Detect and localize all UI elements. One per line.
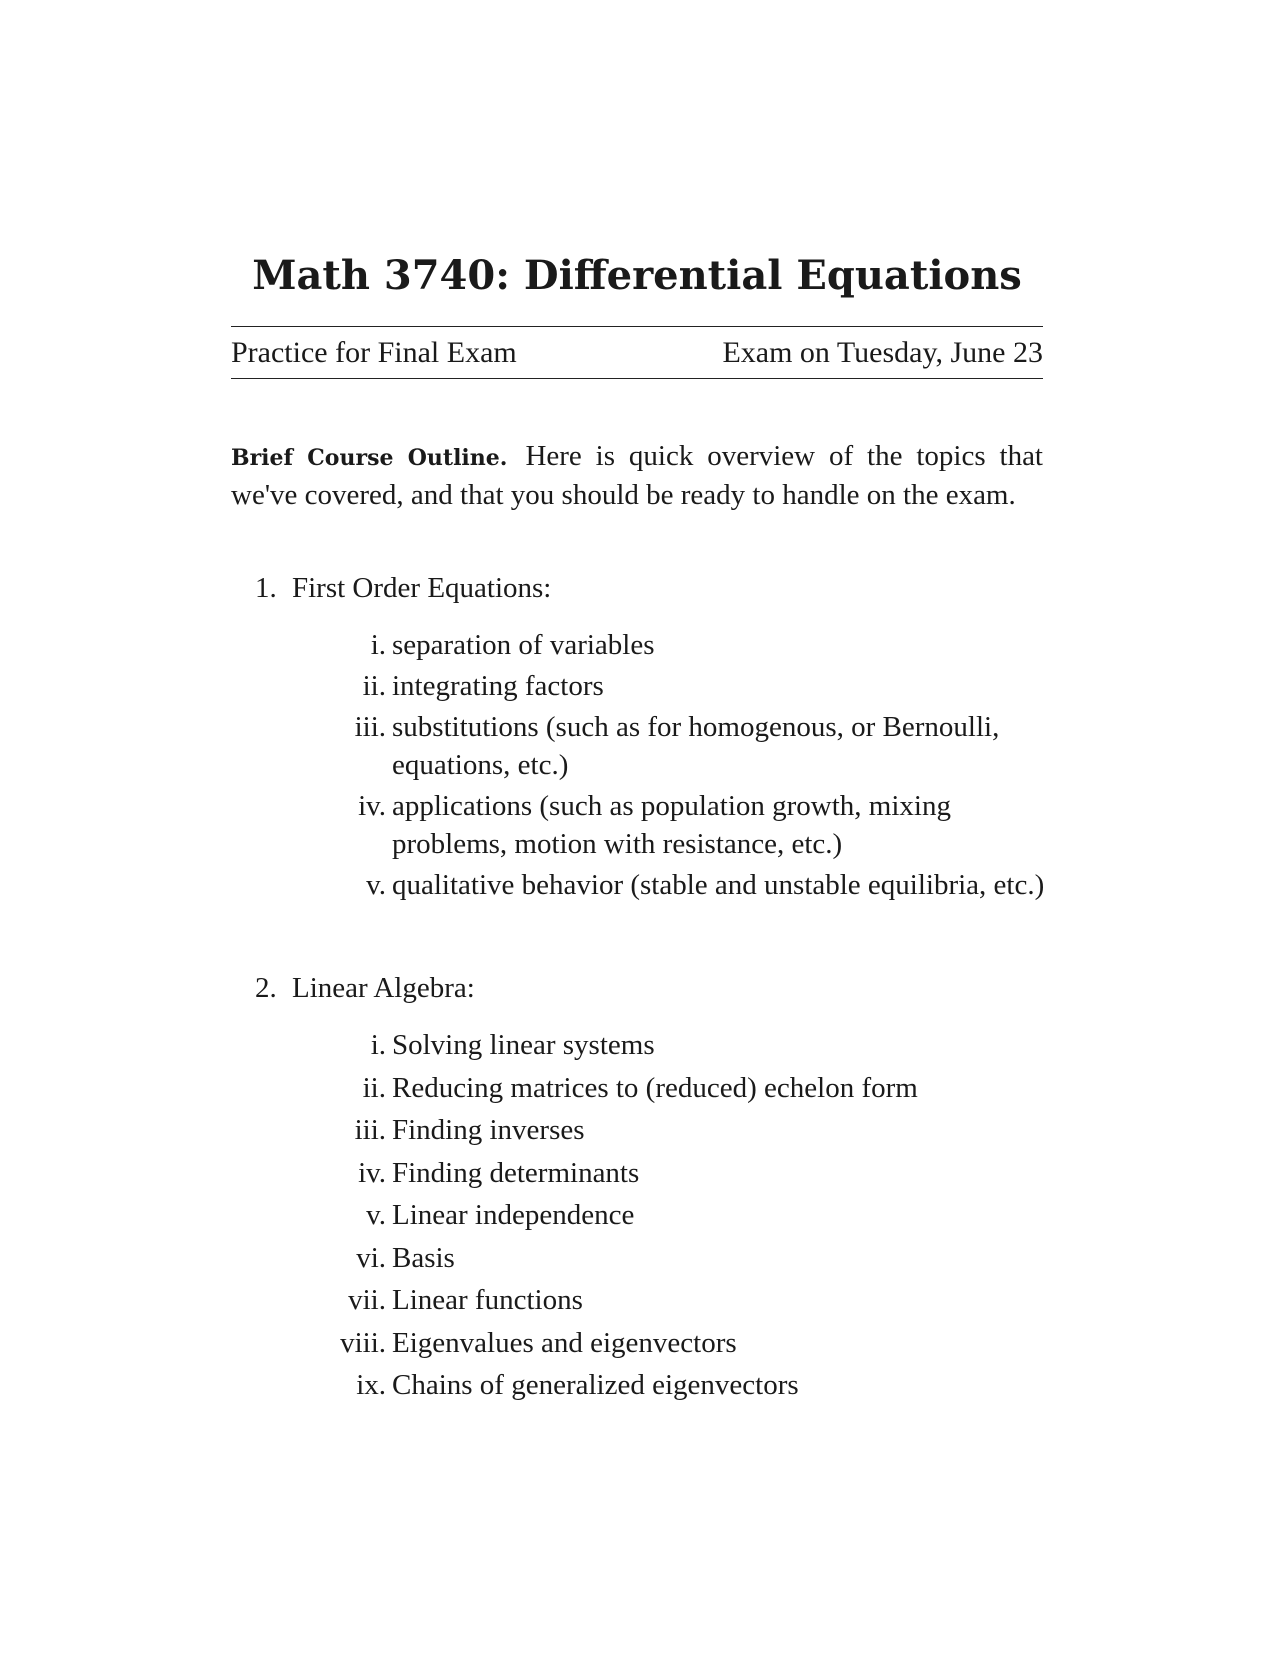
item-number: iii. bbox=[354, 711, 386, 743]
item-text: applications (such as population growth, mixing problems, motion with resistance, etc.) bbox=[392, 790, 951, 860]
item-text: Solving linear systems bbox=[392, 1029, 655, 1061]
list-item bbox=[231, 1196, 1060, 1234]
item-text: Reducing matrices to (reduced) echelon form bbox=[392, 1071, 918, 1104]
subheader-row bbox=[231, 331, 1043, 375]
item-text: Eigenvalues and eigenvectors bbox=[392, 1326, 737, 1359]
item-text: Chains of generalized eigenvectors bbox=[392, 1369, 799, 1401]
item-text: separation of variables bbox=[392, 629, 655, 661]
item-number: iii. bbox=[354, 1114, 386, 1146]
section-label: Linear Algebra: bbox=[292, 972, 475, 1004]
item-text: integrating factors bbox=[392, 670, 604, 702]
item-number: ii. bbox=[362, 670, 386, 702]
section-linear-algebra bbox=[231, 968, 1061, 1401]
item-text: Linear independence bbox=[392, 1199, 635, 1231]
section-number: 1. bbox=[255, 572, 277, 604]
item-number: vii. bbox=[348, 1284, 386, 1316]
page-title: Math 3740: Differential Equations bbox=[252, 252, 1022, 299]
item-text: Linear functions bbox=[392, 1284, 583, 1316]
item-text: substitutions (such as for homogenous, or Bernoulli, equations, etc.) bbox=[392, 711, 1000, 781]
header-top-rule bbox=[231, 326, 1043, 327]
list-item bbox=[231, 667, 1060, 705]
header-bottom-rule bbox=[231, 378, 1043, 379]
list-item bbox=[231, 787, 1060, 863]
section-number: 2. bbox=[255, 972, 277, 1004]
item-number: vi. bbox=[356, 1241, 386, 1274]
topic-list bbox=[231, 626, 1060, 907]
list-item bbox=[231, 626, 1060, 664]
list-item bbox=[231, 1026, 1060, 1064]
item-number: ix. bbox=[356, 1369, 386, 1401]
list-item bbox=[231, 1069, 1060, 1107]
section-heading bbox=[231, 968, 1061, 1008]
item-text: Finding determinants bbox=[392, 1156, 640, 1189]
section-heading bbox=[231, 568, 1061, 608]
section-label: First Order Equations: bbox=[292, 572, 552, 604]
intro-paragraph bbox=[231, 438, 1043, 514]
subheader-left: Practice for Final Exam bbox=[231, 336, 517, 369]
item-number: viii. bbox=[340, 1326, 386, 1359]
item-text: Finding inverses bbox=[392, 1114, 585, 1146]
list-item bbox=[231, 1239, 1060, 1277]
list-item bbox=[231, 866, 1060, 904]
item-number: ii. bbox=[362, 1071, 386, 1104]
list-item bbox=[231, 1366, 1060, 1404]
list-item bbox=[231, 1281, 1060, 1319]
item-number: v. bbox=[366, 869, 386, 901]
topic-list bbox=[231, 1026, 1060, 1409]
item-number: iv. bbox=[358, 790, 386, 822]
list-item bbox=[231, 1111, 1060, 1149]
item-number: i. bbox=[370, 1029, 386, 1061]
intro-lead: Brief Course Outline. bbox=[231, 445, 508, 471]
list-item bbox=[231, 1154, 1060, 1192]
section-first-order-equations bbox=[231, 568, 1061, 901]
subheader-right: Exam on Tuesday, June 23 bbox=[722, 336, 1043, 369]
intro-text: Here is quick overview of the topics that we've covered, and that you should be ready to handle on the exam. bbox=[231, 440, 1043, 511]
list-item bbox=[231, 1324, 1060, 1362]
item-number: i. bbox=[370, 629, 386, 661]
item-text: qualitative behavior (stable and unstable equilibria, etc.) bbox=[392, 869, 1045, 901]
item-number: iv. bbox=[358, 1156, 386, 1189]
item-text: Basis bbox=[392, 1241, 455, 1274]
list-item bbox=[231, 708, 1060, 784]
item-number: v. bbox=[366, 1199, 386, 1231]
